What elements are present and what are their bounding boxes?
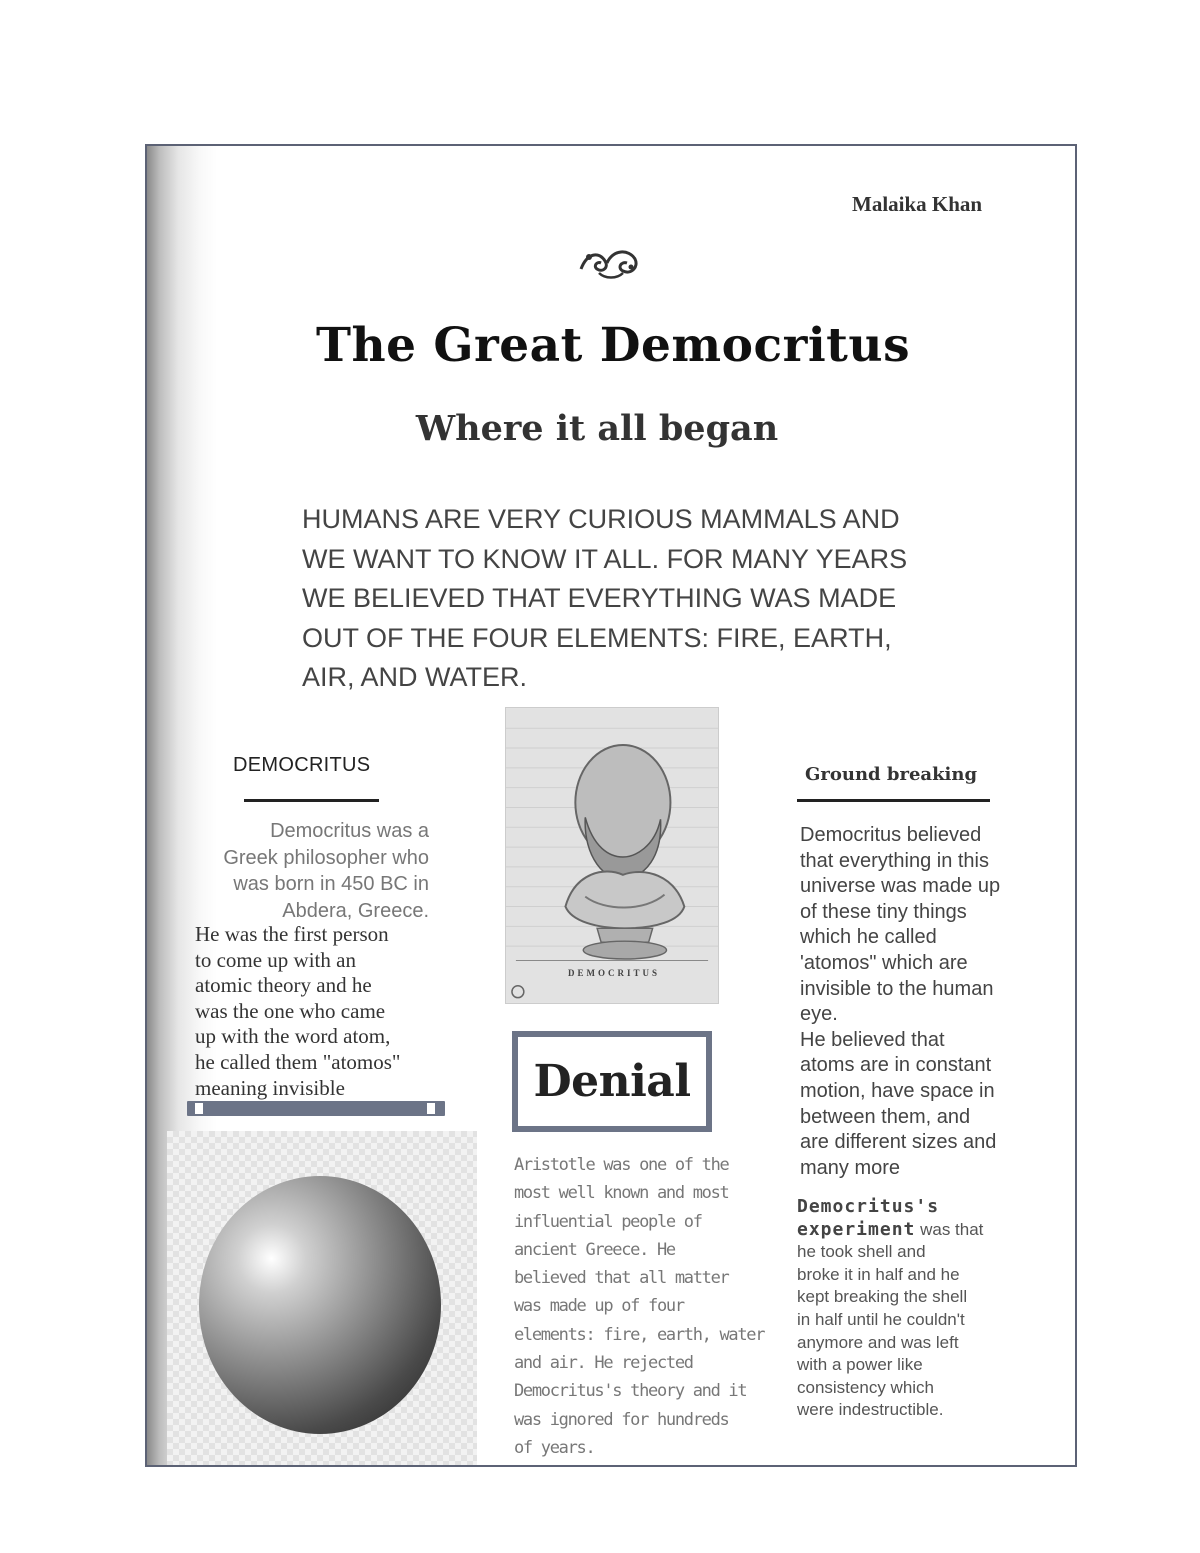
text-line: atomic theory and he bbox=[195, 973, 372, 998]
text-line: Aristotle was one of the bbox=[514, 1155, 729, 1175]
text-line: he called them "atomos" bbox=[195, 1049, 401, 1074]
denial-heading: Denial bbox=[533, 1056, 691, 1107]
right-body-text bbox=[800, 823, 1030, 1181]
experiment-heading-2: experiment bbox=[797, 1218, 916, 1240]
text-line: are different sizes and bbox=[800, 1131, 997, 1154]
text-line: was ignored for hundreds bbox=[514, 1409, 729, 1430]
right-heading-rule bbox=[797, 799, 990, 802]
experiment-text bbox=[797, 1196, 1017, 1422]
text-line: that everything in this bbox=[800, 849, 989, 872]
text-line: up with the word atom, bbox=[195, 1024, 391, 1049]
text-line: Democritus was a bbox=[270, 820, 429, 842]
left-column-heading: DEMOCRITUS bbox=[233, 754, 371, 776]
image-caption: DEMOCRITUS bbox=[567, 968, 660, 978]
text-line: to come up with an bbox=[195, 947, 356, 972]
intro-paragraph bbox=[302, 500, 942, 698]
text-line: ancient Greece. He bbox=[514, 1239, 675, 1260]
right-column-heading: Ground breaking bbox=[805, 764, 978, 785]
text-line: was born in 450 BC in bbox=[233, 873, 429, 895]
document-page bbox=[145, 144, 1077, 1467]
text-line: Democritus's theory and it bbox=[514, 1381, 747, 1402]
text-line: universe was made up bbox=[800, 875, 1001, 898]
scroll-handle-left-knob[interactable] bbox=[195, 1103, 203, 1114]
text-line: in half until he couldn't bbox=[797, 1309, 965, 1329]
experiment-tail: was that bbox=[915, 1219, 984, 1239]
text-line: of years. bbox=[514, 1437, 595, 1458]
text-line: motion, have space in bbox=[800, 1079, 995, 1102]
text-line: most well known and most bbox=[514, 1183, 729, 1204]
text-line: Abdera, Greece. bbox=[282, 899, 429, 922]
text-line: He believed that bbox=[800, 1028, 945, 1051]
text-line: were indestructible. bbox=[797, 1400, 944, 1420]
text-line: many more bbox=[800, 1156, 901, 1179]
text-line: kept breaking the shell bbox=[797, 1287, 968, 1307]
text-box-scroll-handle[interactable] bbox=[187, 1101, 445, 1116]
flourish-ornament-icon bbox=[577, 243, 641, 281]
text-line: 'atomos" which are bbox=[800, 951, 968, 974]
denial-heading-box bbox=[512, 1031, 712, 1132]
text-line: He was the first person bbox=[195, 922, 389, 946]
text-line: of these tiny things bbox=[800, 900, 967, 923]
intro-line: OUT OF THE FOUR ELEMENTS: FIRE, EARTH, bbox=[302, 622, 892, 653]
left-body-text bbox=[195, 922, 445, 1101]
intro-line: AIR, AND WATER. bbox=[302, 662, 528, 692]
experiment-heading: Democritus's bbox=[797, 1196, 940, 1217]
left-heading-rule bbox=[244, 799, 379, 802]
text-line: anymore and was left bbox=[797, 1332, 959, 1352]
author-name: Malaika Khan bbox=[852, 192, 983, 216]
text-line: atoms are in constant bbox=[800, 1054, 992, 1077]
scroll-handle-right-knob[interactable] bbox=[427, 1103, 435, 1114]
text-line: consistency which bbox=[797, 1377, 935, 1397]
atom-sphere-image bbox=[167, 1131, 477, 1466]
text-line: meaning invisible bbox=[195, 1075, 345, 1100]
sphere-graphic bbox=[199, 1176, 441, 1434]
text-line: was the one who came bbox=[195, 998, 386, 1023]
text-line: and air. He rejected bbox=[514, 1353, 693, 1374]
text-line: believed that all matter bbox=[514, 1268, 729, 1289]
text-line: eye. bbox=[800, 1003, 838, 1026]
text-line: between them, and bbox=[800, 1105, 971, 1128]
left-intro-text bbox=[191, 818, 429, 924]
text-line: invisible to the human bbox=[800, 977, 994, 1000]
text-line: Greek philosopher who bbox=[223, 846, 429, 869]
text-line: which he called bbox=[800, 926, 937, 949]
middle-body-text bbox=[514, 1151, 770, 1462]
text-line: elements: fire, earth, water bbox=[514, 1324, 765, 1345]
intro-line: HUMANS ARE VERY CURIOUS MAMMALS AND bbox=[302, 504, 900, 534]
text-line: broke it in half and he bbox=[797, 1264, 960, 1284]
intro-line: WE BELIEVED THAT EVERYTHING WAS MADE bbox=[302, 583, 897, 613]
text-line: influential people of bbox=[514, 1211, 702, 1232]
intro-line: WE WANT TO KNOW IT ALL. FOR MANY YEARS bbox=[302, 543, 908, 574]
text-line: Democritus believed bbox=[800, 824, 982, 846]
text-line: was made up of four bbox=[514, 1296, 684, 1317]
text-line: he took shell and bbox=[797, 1242, 926, 1262]
page-subtitle: Where it all began bbox=[415, 408, 779, 449]
democritus-bust-image bbox=[505, 707, 719, 1004]
page-title: The Great Democritus bbox=[315, 318, 911, 373]
text-line: with a power like bbox=[797, 1355, 923, 1375]
